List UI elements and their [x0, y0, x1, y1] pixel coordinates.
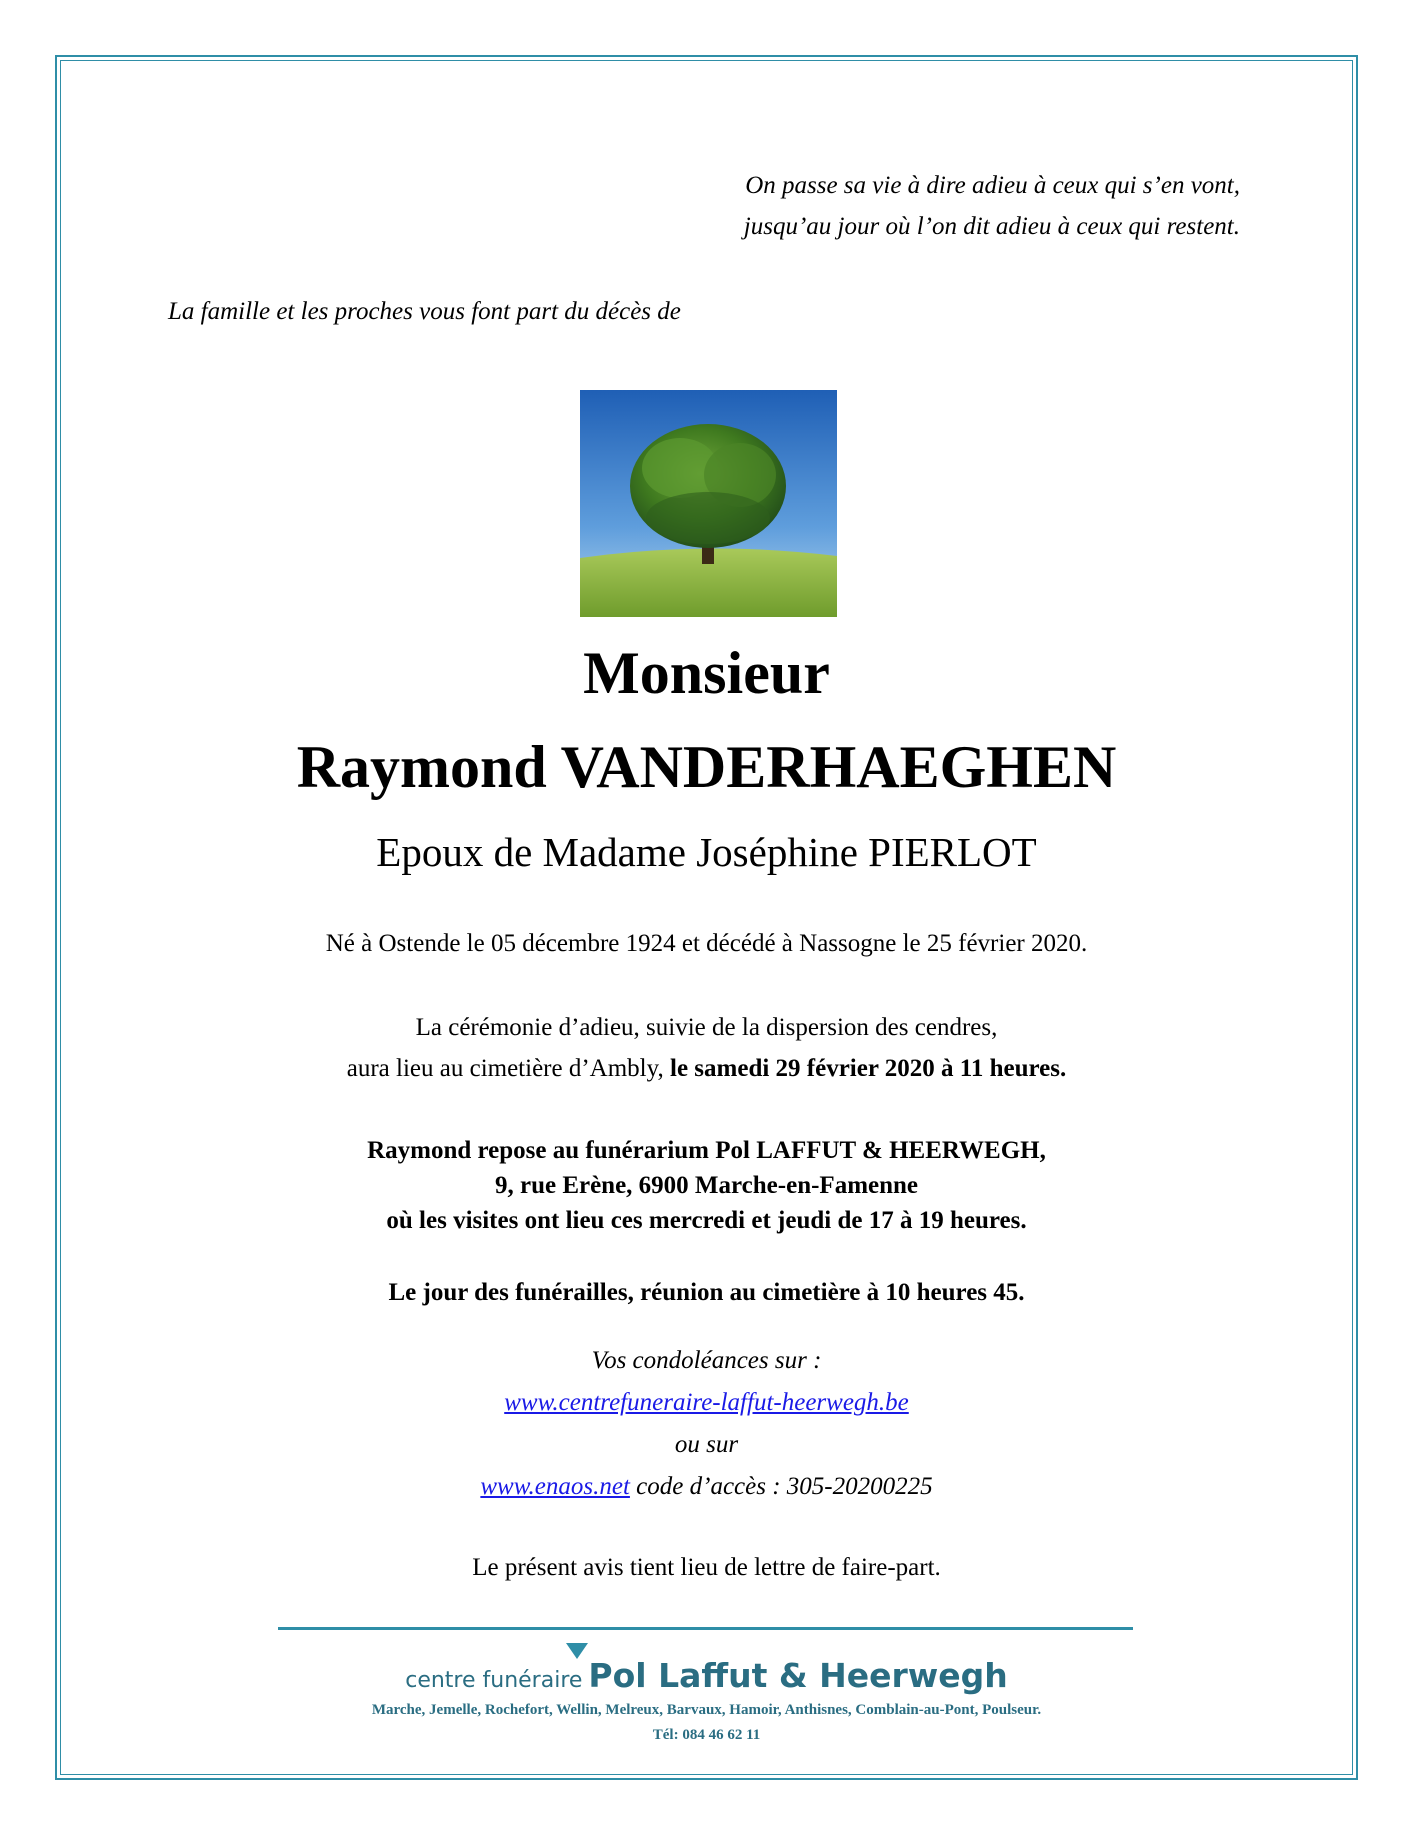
- meeting-line: Le jour des funérailles, réunion au cimetière à 10 heures 45.: [388, 1279, 1025, 1306]
- access-code: code d’accès : 305-20200225: [629, 1473, 933, 1500]
- spouse-line: Epoux de Madame Joséphine PIERLOT: [376, 829, 1037, 875]
- footer-brand-name: Pol Laffut & Heerwegh: [588, 1656, 1008, 1695]
- ceremony-location: aura lieu au cimetière d’Ambly,: [346, 1055, 670, 1082]
- resting-line-1: Raymond repose au funérarium Pol LAFFUT & HEERWEGH,: [367, 1137, 1046, 1164]
- centrefuneraire-link[interactable]: www.centrefuneraire-laffut-heerwegh.be: [504, 1389, 909, 1416]
- deceased-name: Raymond VANDERHAEGHEN: [296, 734, 1117, 800]
- quote-line-2: jusqu’au jour où l’on dit adieu à ceux qui restent.: [743, 213, 1240, 240]
- footer-prefix: centre funéraire: [405, 1668, 583, 1693]
- deceased-title: Monsieur: [583, 640, 830, 706]
- birth-death-line: Né à Ostende le 05 décembre 1924 et décédé à Nassogne le 25 février 2020.: [325, 930, 1088, 957]
- ceremony-date-time: le samedi 29 février 2020 à 11 heures.: [670, 1055, 1067, 1082]
- condolences-link-row-2: [60, 1468, 1353, 1506]
- enaos-link[interactable]: www.enaos.net: [480, 1473, 630, 1500]
- ceremony-line-2: [60, 1051, 1353, 1087]
- notice-line: Le présent avis tient lieu de lettre de faire-part.: [472, 1554, 941, 1581]
- resting-line-2: 9, rue Erène, 6900 Marche-en-Famenne: [494, 1172, 919, 1199]
- condolences-link-row-1: [60, 1384, 1353, 1422]
- condolences-label: Vos condoléances sur :: [591, 1347, 822, 1374]
- quote-line-1: On passe sa vie à dire adieu à ceux qui s’en vont,: [745, 172, 1240, 199]
- footer-logo: [60, 1656, 1353, 1695]
- intro-text: La famille et les proches vous font part du décès de: [168, 298, 681, 325]
- ceremony-line-1: La cérémonie d’adieu, suivie de la dispersion des cendres,: [415, 1014, 998, 1041]
- footer-locations: Marche, Jemelle, Rochefort, Wellin, Melreux, Barvaux, Hamoir, Anthisnes, Comblain-au-Pont, Poulseur.: [371, 1702, 1042, 1718]
- tree-photo: [580, 390, 837, 617]
- resting-line-3: où les visites ont lieu ces mercredi et jeudi de 17 à 19 heures.: [386, 1207, 1027, 1234]
- footer-phone: Tél: 084 46 62 11: [652, 1727, 761, 1743]
- footer-divider: [278, 1627, 1133, 1630]
- condolences-or: ou sur: [674, 1431, 739, 1458]
